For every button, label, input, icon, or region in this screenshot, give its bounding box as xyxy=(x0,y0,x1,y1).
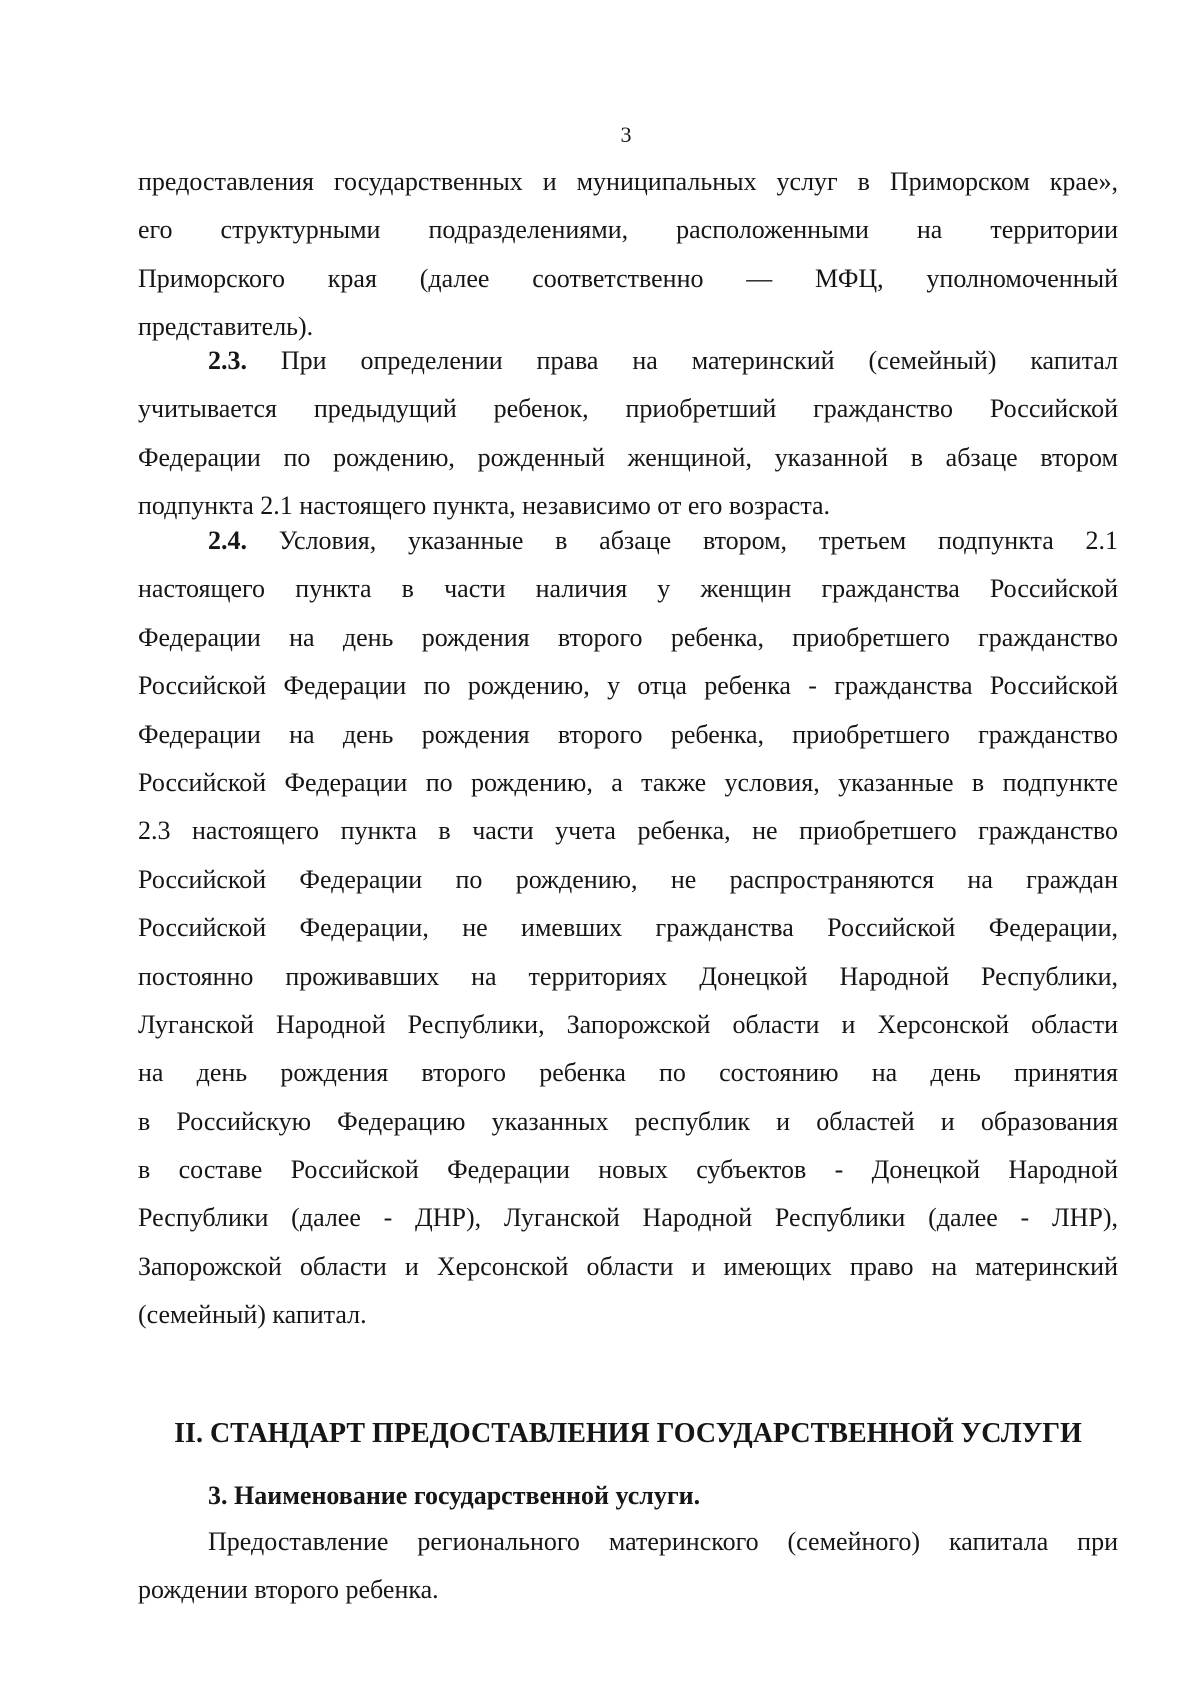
text-line: Федерации на день рождения второго ребенка, приобретшего гражданство xyxy=(138,719,1118,749)
section-title: II. СТАНДАРТ ПРЕДОСТАВЛЕНИЯ ГОСУДАРСТВЕННОЙ УСЛУГИ xyxy=(174,1418,1082,1449)
text-line: Республики (далее - ДНР), Луганской Народной Республики (далее - ЛНР), xyxy=(138,1203,1118,1233)
clause-text: При определении права на материнский (семейный) капитал xyxy=(247,346,1118,375)
text-line: его структурными подразделениями, расположенными на территории xyxy=(138,215,1118,245)
text-line: настоящего пункта в части наличия у женщин гражданства Российской xyxy=(138,574,1118,604)
text-line: Запорожской области и Херсонской области и имеющих право на материнский xyxy=(138,1251,1118,1281)
paragraph-2-4 xyxy=(138,517,1118,1340)
subsection-title: 3. Наименование государственной услуги. xyxy=(208,1481,701,1510)
text-line: Российской Федерации по рождению, а также условия, указанные в подпункте xyxy=(138,767,1118,797)
text-line: подпункта 2.1 настоящего пункта, независимо от его возраста. xyxy=(138,491,831,521)
text-line xyxy=(138,517,1118,565)
text-line: Федерации на день рождения второго ребенка, приобретшего гражданство xyxy=(138,622,1118,652)
paragraph-continuation xyxy=(138,158,1118,352)
text-line: предоставления государственных и муниципальных услуг в Приморском крае», xyxy=(138,167,1118,196)
text-line: в составе Российской Федерации новых субъектов - Донецкой Народной xyxy=(138,1155,1118,1185)
text-line: на день рождения второго ребенка по состоянию на день принятия xyxy=(138,1058,1118,1088)
text-line: Российской Федерации по рождению, не распространяются на граждан xyxy=(138,864,1118,894)
text-line: Российской Федерации по рождению, у отца ребенка - гражданства Российской xyxy=(138,671,1118,701)
text-line: представитель). xyxy=(138,312,314,342)
text-line xyxy=(138,337,1118,385)
text-line: 2.3 настоящего пункта в части учета ребенка, не приобретшего гражданство xyxy=(138,816,1118,846)
text-line: рождении второго ребенка. xyxy=(138,1575,439,1605)
clause-number: 2.4. xyxy=(208,526,247,555)
text-line: постоянно проживавших на территориях Донецкой Народной Республики, xyxy=(138,961,1118,991)
clause-number: 2.3. xyxy=(208,346,247,375)
text-line: Предоставление регионального материнского (семейного) капитала при xyxy=(208,1527,1118,1556)
text-line: (семейный) капитал. xyxy=(138,1300,367,1330)
text-line: Федерации по рождению, рожденный женщиной, указанной в абзаце втором xyxy=(138,442,1118,472)
text-line: Российской Федерации, не имевших гражданства Российской Федерации, xyxy=(138,913,1118,943)
page-number: 3 xyxy=(620,122,632,147)
text-line: Приморского края (далее соответственно — МФЦ, уполномоченный xyxy=(138,263,1118,293)
text-line: учитывается предыдущий ребенок, приобретший гражданство Российской xyxy=(138,394,1118,424)
paragraph-2-3 xyxy=(138,337,1118,531)
paragraph-service-name xyxy=(138,1518,1118,1615)
clause-text: Условия, указанные в абзаце втором, третьем подпункта 2.1 xyxy=(247,526,1118,555)
text-line: Луганской Народной Республики, Запорожской области и Херсонской области xyxy=(138,1009,1118,1039)
text-line: в Российскую Федерацию указанных республик и областей и образования xyxy=(138,1106,1118,1136)
